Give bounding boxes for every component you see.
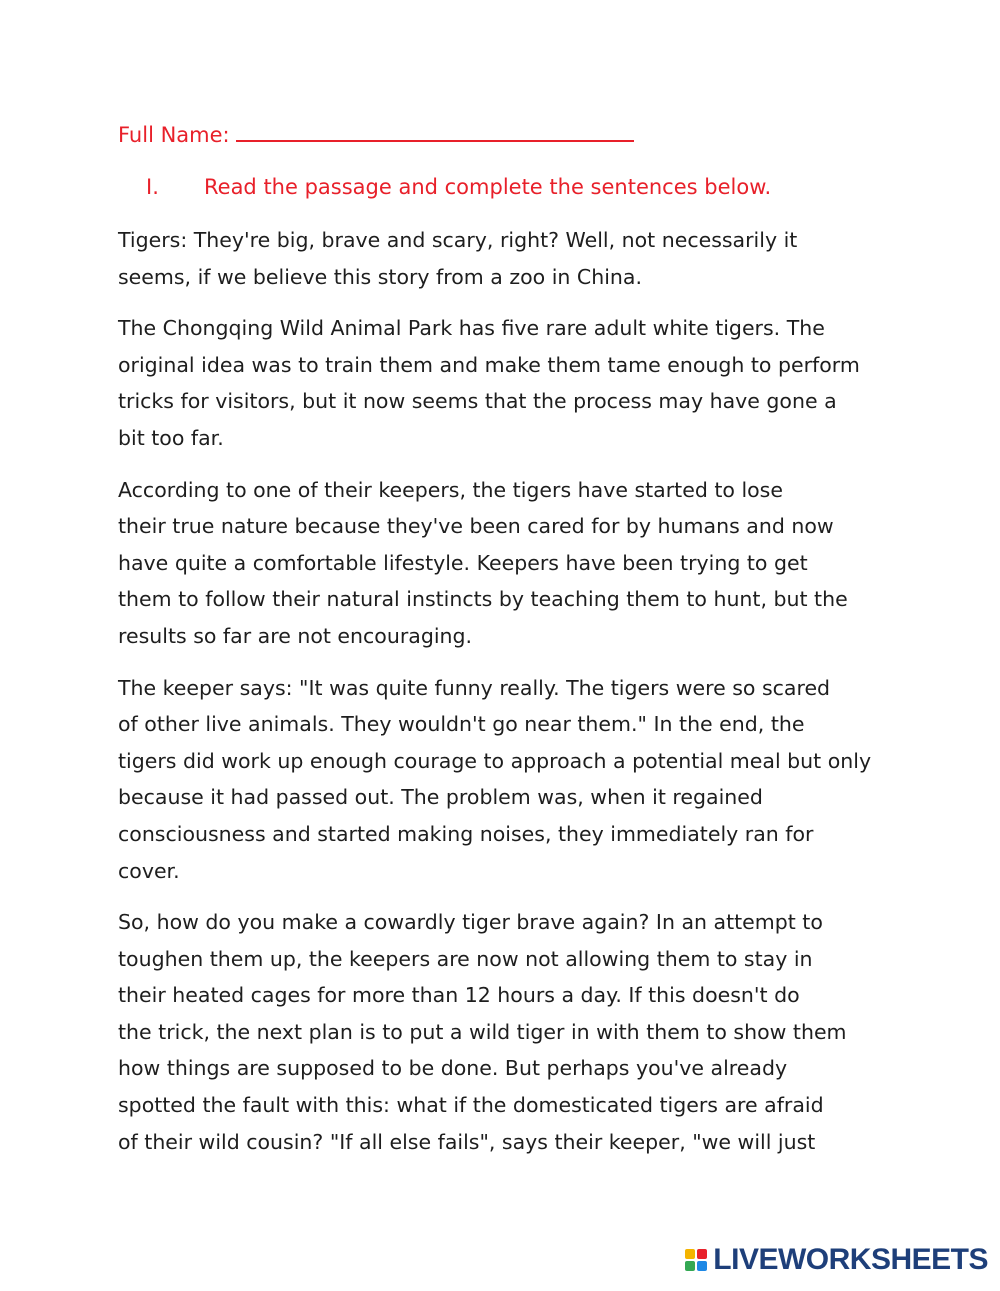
passage-paragraph-1	[118, 222, 898, 295]
passage-line: spotted the fault with this: what if the domesticated tigers are afraid	[118, 1093, 824, 1118]
passage-line: tricks for visitors, but it now seems that the process may have gone a	[118, 389, 837, 414]
passage-line: the trick, the next plan is to put a wild tiger in with them to show them	[118, 1019, 847, 1044]
full-name-label: Full Name:	[118, 123, 230, 147]
instruction-number: I.	[146, 175, 159, 199]
passage-line: of other live animals. They wouldn't go near them." In the end, the	[118, 712, 805, 737]
passage-paragraph-4	[118, 670, 898, 890]
passage-line: tigers did work up enough courage to approach a potential meal but only	[118, 748, 872, 773]
passage-line: their true nature because they've been cared for by humans and now	[118, 514, 834, 539]
passage-line: The keeper says: "It was quite funny really. The tigers were so scared	[118, 675, 831, 700]
passage-line: their heated cages for more than 12 hours a day. If this doesn't do	[118, 983, 800, 1008]
passage-line: According to one of their keepers, the tigers have started to lose	[118, 477, 783, 502]
logo-text: LIVEWORKSHEETS	[713, 1243, 988, 1276]
passage-line: how things are supposed to be done. But perhaps you've already	[118, 1056, 788, 1081]
passage-paragraph-2	[118, 310, 898, 456]
passage-line: them to follow their natural instincts by teaching them to hunt, but the	[118, 587, 848, 612]
passage-line: of their wild cousin? "If all else fails", says their keeper, "we will just	[118, 1129, 816, 1154]
liveworksheets-logo-icon	[685, 1249, 707, 1271]
passage-line: original idea was to train them and make them tame enough to perform	[118, 352, 860, 377]
passage-line: The Chongqing Wild Animal Park has five rare adult white tigers. The	[118, 316, 825, 341]
passage-line: consciousness and started making noises, they immediately ran for	[118, 821, 814, 846]
passage-line: have quite a comfortable lifestyle. Keepers have been trying to get	[118, 550, 808, 575]
passage-line: seems, if we believe this story from a zoo in China.	[118, 264, 643, 289]
passage-line: bit too far.	[118, 425, 224, 450]
passage-line: Tigers: They're big, brave and scary, right? Well, not necessarily it	[118, 228, 798, 252]
instruction-heading	[146, 170, 771, 204]
passage-paragraph-5	[118, 904, 898, 1160]
reading-passage	[118, 222, 898, 1175]
full-name-row	[118, 118, 634, 152]
passage-paragraph-3	[118, 472, 898, 655]
passage-line: results so far are not encouraging.	[118, 623, 473, 648]
passage-line: toughen them up, the keepers are now not allowing them to stay in	[118, 946, 813, 971]
full-name-blank[interactable]	[236, 118, 634, 142]
passage-line: because it had passed out. The problem was, when it regained	[118, 785, 763, 810]
passage-line: cover.	[118, 858, 180, 883]
liveworksheets-logo[interactable]	[685, 1243, 988, 1277]
passage-line: So, how do you make a cowardly tiger brave again? In an attempt to	[118, 910, 823, 935]
instruction-text: Read the passage and complete the sentences below.	[204, 175, 772, 199]
